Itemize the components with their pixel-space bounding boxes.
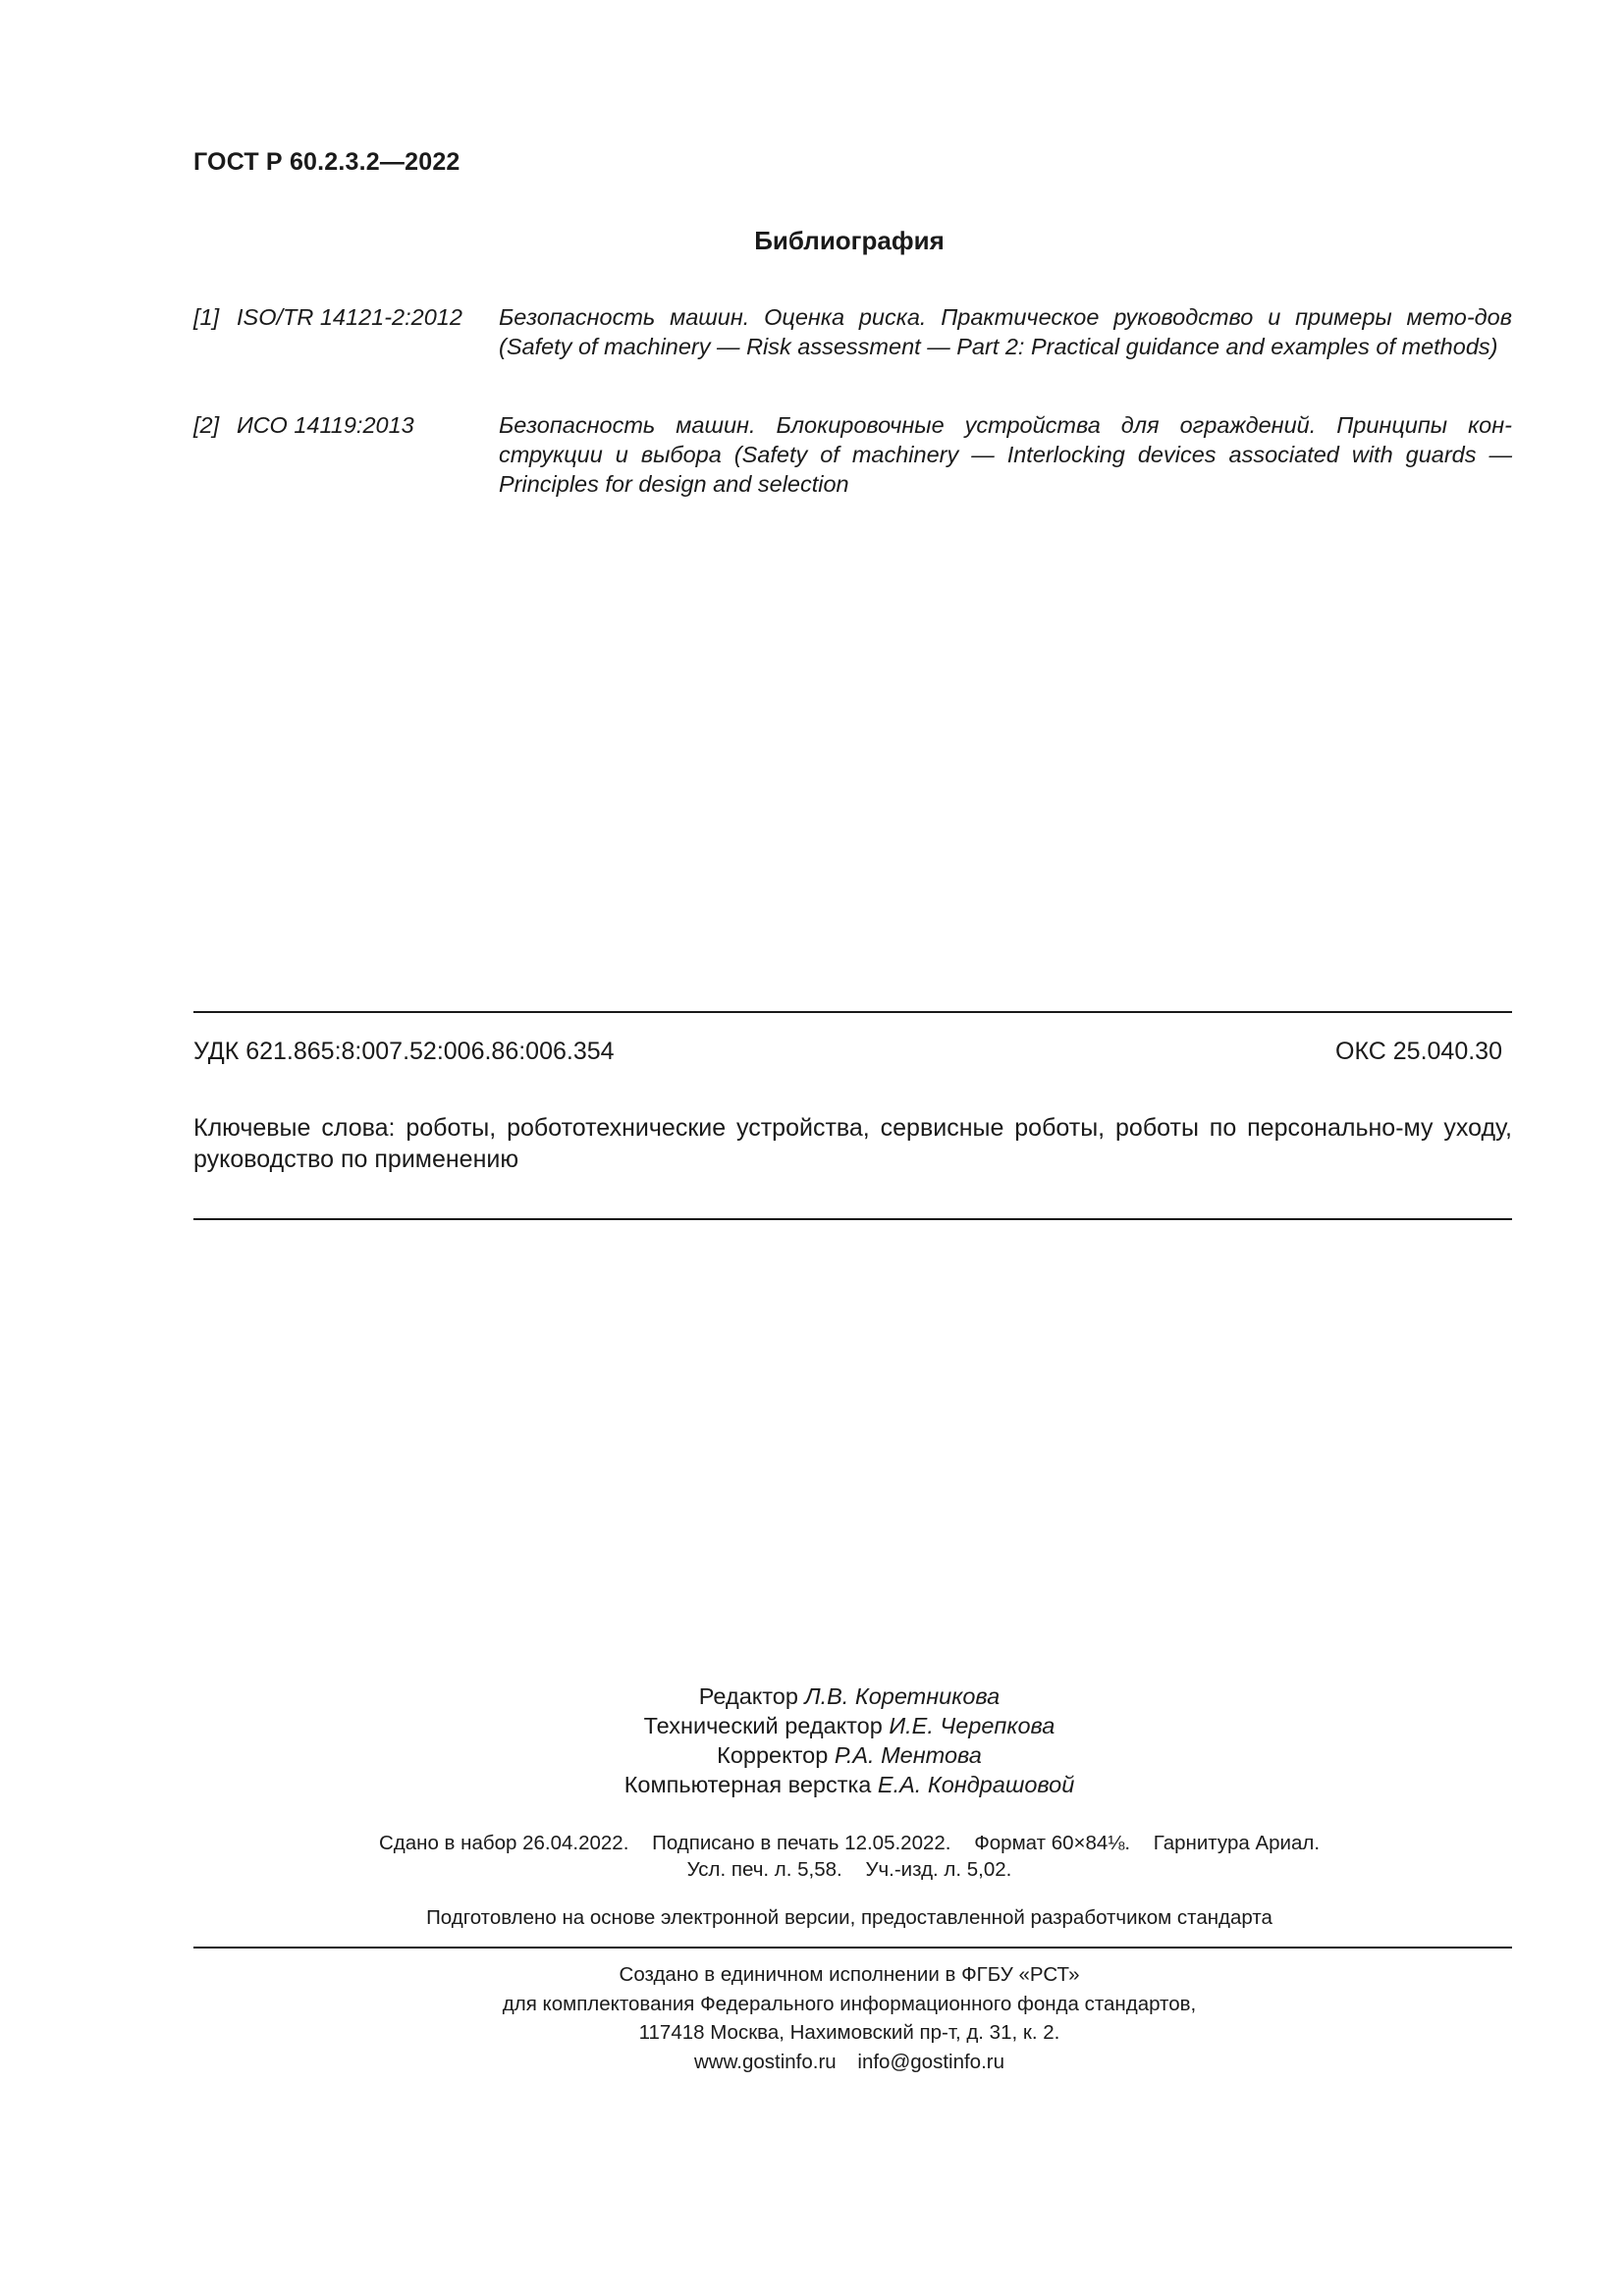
keywords: Ключевые слова: роботы, робототехнические устройства, сервисные роботы, роботы по персонально-му уходу, руководство по применению bbox=[193, 1114, 1512, 1173]
pub-sheets: Уч.-изд. л. 5,02. bbox=[865, 1858, 1012, 1881]
entry-number: [2] bbox=[193, 412, 220, 438]
publication-info bbox=[0, 1830, 1624, 1883]
typeface: Гарнитура Ариал. bbox=[1153, 1832, 1321, 1854]
credit-layout: Компьютерная верстка Е.А. Кондрашовой bbox=[623, 1772, 1075, 1797]
oks-code: ОКС 25.040.30 bbox=[1335, 1038, 1502, 1065]
udk-code: УДК 621.865:8:007.52:006.86:006.354 bbox=[193, 1038, 615, 1065]
prepared-note: Подготовлено на основе электронной версии, предоставленной разработчиком стандарта bbox=[426, 1906, 1272, 1929]
credit-tech-editor: Технический редактор И.Е. Черепкова bbox=[643, 1713, 1056, 1738]
paper-format: Формат 60×84⅛. bbox=[974, 1832, 1131, 1854]
footer-line: для комплектования Федерального информационного фонда стандартов, bbox=[502, 1992, 1197, 2015]
divider-top bbox=[193, 1011, 1512, 1013]
divider-keywords bbox=[193, 1218, 1512, 1220]
entry-text: Безопасность машин. Оценка риска. Практическое руководство и примеры мето-дов (Safety of machinery — Risk assessment — Part 2: Practical guidance and examples of methods) bbox=[499, 304, 1512, 359]
bibliography-heading: Библиография bbox=[754, 226, 945, 255]
print-sheets: Усл. печ. л. 5,58. bbox=[686, 1858, 842, 1881]
standard-id: ГОСТ Р 60.2.3.2—2022 bbox=[193, 148, 460, 176]
entry-text: Безопасность машин. Блокировочные устройства для ограждений. Принципы кон-струкции и выбора (Safety of machinery — Interlocking devices associated with guards — Principles for design and selection bbox=[499, 412, 1512, 497]
entry-code: ISO/TR 14121-2:2012 bbox=[237, 304, 462, 330]
footer-line: 117418 Москва, Нахимовский пр-т, д. 31, к. 2. bbox=[638, 2021, 1060, 2044]
footer-line: Создано в единичном исполнении в ФГБУ «РСТ» bbox=[619, 1963, 1080, 1986]
entry-number: [1] bbox=[193, 304, 220, 330]
email-link[interactable]: info@gostinfo.ru bbox=[857, 2050, 1004, 2073]
website-link[interactable]: www.gostinfo.ru bbox=[694, 2050, 837, 2073]
signed-date: Подписано в печать 12.05.2022. bbox=[652, 1832, 951, 1854]
entry-code: ИСО 14119:2013 bbox=[237, 412, 414, 438]
credit-corrector: Корректор Р.А. Ментова bbox=[717, 1742, 982, 1768]
footer-block bbox=[0, 1960, 1624, 2076]
divider-footer bbox=[193, 1947, 1512, 1949]
submitted-date: Сдано в набор 26.04.2022. bbox=[378, 1832, 629, 1854]
bibliography-entry bbox=[193, 410, 1512, 501]
bibliography-entry bbox=[193, 302, 1512, 393]
credits-block bbox=[0, 1682, 1624, 1799]
credit-editor: Редактор Л.В. Коретникова bbox=[698, 1683, 1001, 1709]
classification-line bbox=[193, 1038, 1502, 1066]
